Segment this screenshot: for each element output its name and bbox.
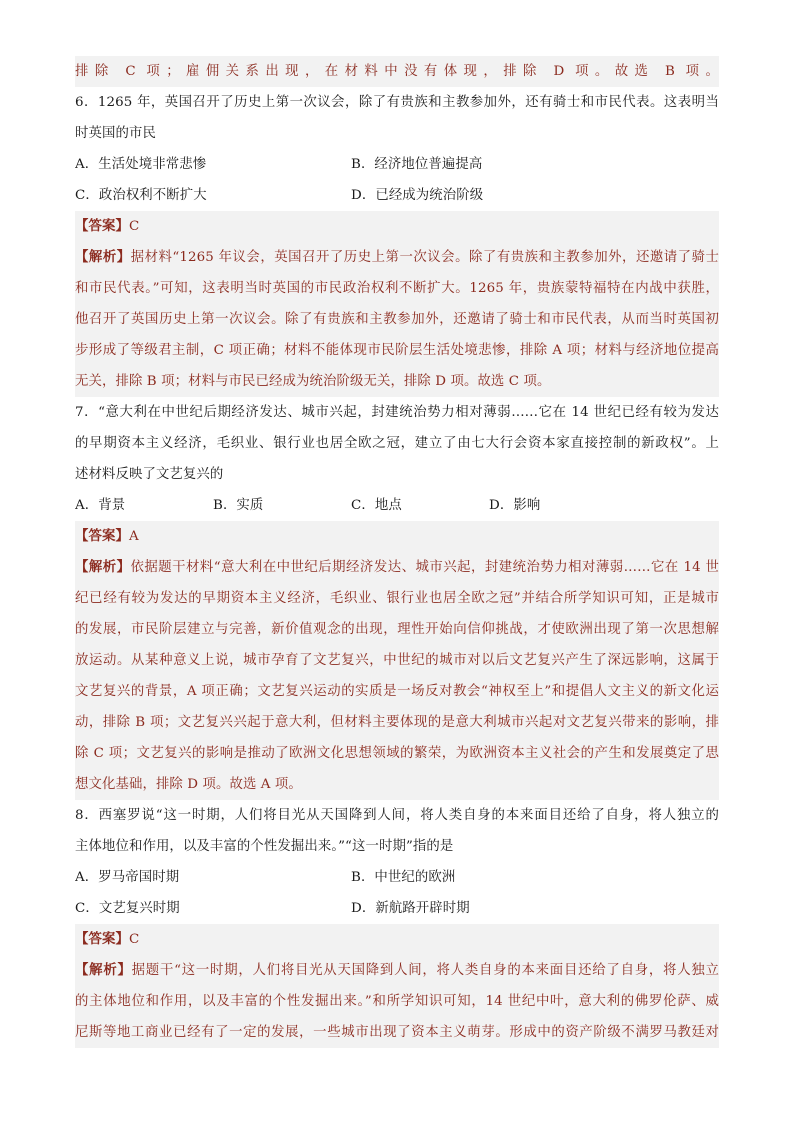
q6-options-row-2 xyxy=(75,180,719,211)
q6-analysis-line-2: 和市民代表。”可知，这表明当时英国的市民政治权利不断扩大。1265 年，贵族蒙特福特在内战中获胜， xyxy=(75,273,719,304)
q7-stem-line-2: 的早期资本主义经济，毛织业、银行业也居全欧之冠，建立了由七大行会资本家直接控制的新政权”。上 xyxy=(75,436,719,451)
q7-analysis-line-7: 除 C 项；文艺复兴的影响是推动了欧洲文化思想领域的繁荣，为欧洲资本主义社会的产生和发展奠定了思 xyxy=(75,738,719,769)
q7-option-b: B．实质 xyxy=(213,498,264,513)
q7-answer-value: A xyxy=(128,529,139,544)
q6-answer xyxy=(75,211,719,242)
q6-stem-line-1: 6．1265 年，英国召开了历史上第一次议会，除了有贵族和主教参加外，还有骑士和市民代表。这表明当 xyxy=(75,95,719,110)
q7-analysis-line-3: 的发展，市民阶层建立与完善，新价值观念的出现，理性开始向信仰挑战，才使欧洲出现了第一次思想解 xyxy=(75,614,719,645)
q6-option-d: D．已经成为统治阶级 xyxy=(351,188,484,203)
q6-stem-line-2: 时英国的市民 xyxy=(75,126,156,141)
q8-option-c: C．文艺复兴时期 xyxy=(75,901,180,916)
q6-analysis-line-4: 步形成了等级君主制，C 项正确；材料不能体现市民阶层生活处境悲惨，排除 A 项；材料与经济地位提高 xyxy=(75,335,719,366)
q7-analysis-line-4: 放运动。从某种意义上说，城市孕育了文艺复兴，中世纪的城市对以后文艺复兴产生了深远影响，这属于 xyxy=(75,645,719,676)
q6-answer-value: C xyxy=(128,219,140,234)
q8-option-b: B．中世纪的欧洲 xyxy=(351,870,456,885)
q8-answer xyxy=(75,924,719,955)
q7-analysis-line-1 xyxy=(75,552,719,583)
analysis-tag: 【解析】 xyxy=(75,559,131,575)
q8-analysis-line-1 xyxy=(75,955,719,986)
answer-tag: 【答案】 xyxy=(75,528,129,544)
q7-analysis-line-6: 动，排除 B 项；文艺复兴兴起于意大利，但材料主要体现的是意大利城市兴起对文艺复兴带来的影响，排 xyxy=(75,707,719,738)
analysis-text: 据材料“1265 年议会，英国召开了历史上第一次议会。除了有贵族和主教参加外，还邀请了骑士 xyxy=(130,250,719,265)
analysis-tag: 【解析】 xyxy=(75,962,132,978)
q6-option-a: A．生活处境非常悲惨 xyxy=(75,157,207,172)
q7-answer xyxy=(75,521,719,552)
q8-options-row-1 xyxy=(75,862,719,893)
q6-options-row-1 xyxy=(75,149,719,180)
q7-analysis-line-2: 纪已经有较为发达的早期资本主义经济，毛织业、银行业也居全欧之冠”并结合所学知识可知，正是城市 xyxy=(75,583,719,614)
q7-analysis-line-8: 想文化基础，排除 D 项。故选 A 项。 xyxy=(75,769,719,800)
analysis-tag: 【解析】 xyxy=(75,249,131,265)
q8-options-row-2 xyxy=(75,893,719,924)
q6-analysis-line-1 xyxy=(75,242,719,273)
q8-stem-line-2: 主体地位和作用，以及丰富的个性发掘出来。”“这一时期”指的是 xyxy=(75,839,454,854)
q8-option-d: D．新航路开辟时期 xyxy=(351,901,470,916)
q7-options-row xyxy=(75,490,719,521)
q6-analysis-line-3: 他召开了英国历史上第一次议会。除了有贵族和主教参加外，还邀请了骑士和市民代表，从而当时英国初 xyxy=(75,304,719,335)
q7-option-a: A．背景 xyxy=(75,498,126,513)
q7-analysis-line-5: 文艺复兴的背景，A 项正确；文艺复兴运动的实质是一场反对教会“神权至上”和提倡人文主义的新文化运 xyxy=(75,676,719,707)
q8-answer-value: C xyxy=(128,932,140,947)
q8-analysis-line-3: 尼斯等地工商业已经有了一定的发展，一些城市出现了资本主义萌芽。形成中的资产阶级不满罗马教廷对 xyxy=(75,1017,719,1048)
q8-analysis-line-2: 的主体地位和作用，以及丰富的个性发掘出来。”和所学知识可知，14 世纪中叶，意大利的佛罗伦萨、威 xyxy=(75,986,719,1017)
prev-analysis-tail: 排除 C 项；雇佣关系出现，在材料中没有体现，排除 D 项。故选 B 项。 xyxy=(75,56,719,87)
q7-stem-line-1: 7．“意大利在中世纪后期经济发达、城市兴起，封建统治势力相对薄弱……它在 14 世纪已经有较为发达 xyxy=(75,405,719,420)
content-column xyxy=(75,56,719,1048)
q6-option-c: C．政治权利不断扩大 xyxy=(75,188,207,203)
answer-tag: 【答案】 xyxy=(75,931,129,947)
analysis-text: 据题干“这一时期，人们将目光从天国降到人间，将人类自身的本来面目还给了自身，将人独立 xyxy=(131,963,719,978)
q7-stem-line-3: 述材料反映了文艺复兴的 xyxy=(75,467,224,482)
analysis-text: 依据题干材料“意大利在中世纪后期经济发达、城市兴起，封建统治势力相对薄弱……它在 14 世 xyxy=(130,560,719,575)
q8-stem-line-1: 8．西塞罗说“这一时期，人们将目光从天国降到人间，将人类自身的本来面目还给了自身，将人独立的 xyxy=(75,808,719,823)
answer-tag: 【答案】 xyxy=(75,218,129,234)
q7-option-c: C．地点 xyxy=(351,498,402,513)
q6-option-b: B．经济地位普遍提高 xyxy=(351,157,483,172)
q7-option-d: D．影响 xyxy=(489,498,541,513)
q8-option-a: A．罗马帝国时期 xyxy=(75,870,180,885)
q6-analysis-line-5: 无关，排除 B 项；材料与市民已经成为统治阶级无关，排除 D 项。故选 C 项。 xyxy=(75,366,719,397)
